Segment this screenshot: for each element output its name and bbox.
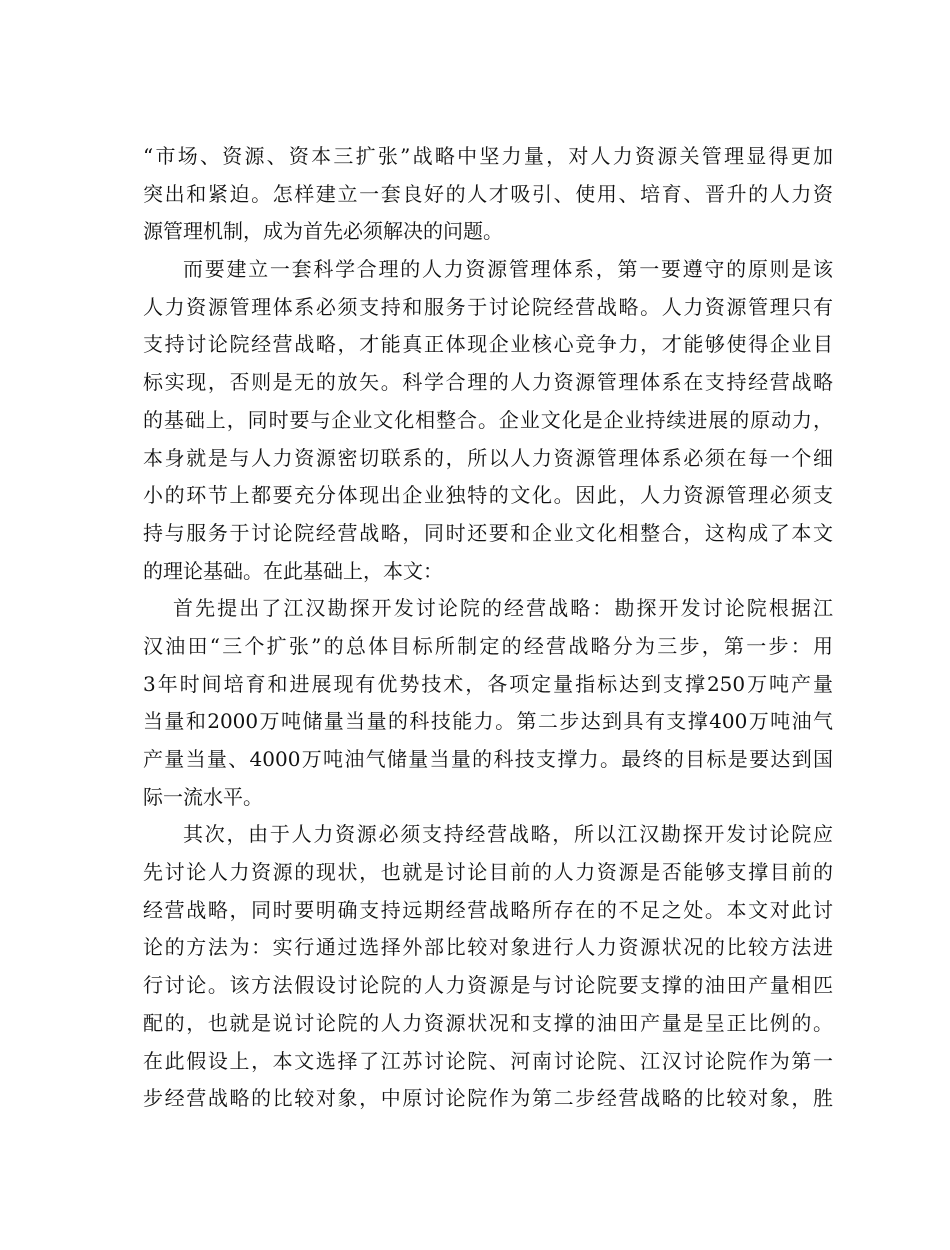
text-line: 当量和2000万吨储量当量的科技能力。第二步达到具有支撑400万吨油气 bbox=[143, 709, 833, 734]
text-line: 产量当量、4000万吨油气储量当量的科技支撑力。最终的目标是要达到国 bbox=[143, 747, 833, 771]
text-line: 的基础上，同时要与企业文化相整合。企业文化是企业持续进展的原动力， bbox=[143, 407, 833, 432]
text-line: 小的环节上都要充分体现出企业独特的文化。因此，人力资源管理必须支 bbox=[143, 483, 833, 508]
text-line: 首先提出了江汉勘探开发讨论院的经营战略：勘探开发讨论院根据江 bbox=[173, 596, 833, 621]
text-line: 本身就是与人力资源密切联系的，所以人力资源管理体系必须在每一个细 bbox=[143, 445, 833, 470]
text-line: 其次，由于人力资源必须支持经营战略，所以江汉勘探开发讨论院应 bbox=[183, 822, 833, 847]
text-line: 经营战略，同时要明确支持远期经营战略所存在的不足之处。本文对此讨 bbox=[143, 897, 833, 922]
text-line: 际一流水平。 bbox=[143, 784, 263, 809]
text-line: 突出和紧迫。怎样建立一套良好的人才吸引、使用、培育、晋升的人力资 bbox=[143, 181, 833, 206]
text-line: 步经营战略的比较对象，中原讨论院作为第二步经营战略的比较对象，胜 bbox=[143, 1086, 833, 1111]
body-text bbox=[143, 138, 833, 1118]
text-line: 标实现，否则是无的放矢。科学合理的人力资源管理体系在支持经营战略 bbox=[143, 370, 833, 395]
text-line: 先讨论人力资源的现状，也就是讨论目前的人力资源是否能够支撑目前的 bbox=[143, 860, 833, 885]
text-line: 持与服务于讨论院经营战略，同时还要和企业文化相整合，这构成了本文 bbox=[143, 520, 833, 545]
text-line: 支持讨论院经营战略，才能真正体现企业核心竞争力，才能够使得企业目 bbox=[143, 332, 833, 357]
text-line: 而要建立一套科学合理的人力资源管理体系，第一要遵守的原则是该 bbox=[183, 257, 833, 282]
text-line: 汉油田“三个扩张”的总体目标所制定的经营战略分为三步，第一步：用 bbox=[143, 633, 833, 658]
text-line: 在此假设上，本文选择了江苏讨论院、河南讨论院、江汉讨论院作为第一 bbox=[143, 1048, 833, 1073]
text-line: 行讨论。该方法假设讨论院的人力资源是与讨论院要支撑的油田产量相匹 bbox=[143, 973, 833, 998]
text-line: 配的，也就是说讨论院的人力资源状况和支撑的油田产量是呈正比例的。 bbox=[143, 1010, 833, 1035]
text-line: “市场、资源、资本三扩张”战略中坚力量，对人力资源关管理显得更加 bbox=[143, 144, 833, 168]
text-line: 的理论基础。在此基础上，本文： bbox=[143, 558, 443, 583]
text-line: 论的方法为：实行通过选择外部比较对象进行人力资源状况的比较方法进 bbox=[143, 935, 833, 960]
text-line: 3年时间培育和进展现有优势技术，各项定量指标达到支撑250万吨产量 bbox=[143, 671, 833, 696]
text-line: 源管理机制，成为首先必须解决的问题。 bbox=[143, 219, 503, 244]
text-line: 人力资源管理体系必须支持和服务于讨论院经营战略。人力资源管理只有 bbox=[143, 294, 833, 319]
